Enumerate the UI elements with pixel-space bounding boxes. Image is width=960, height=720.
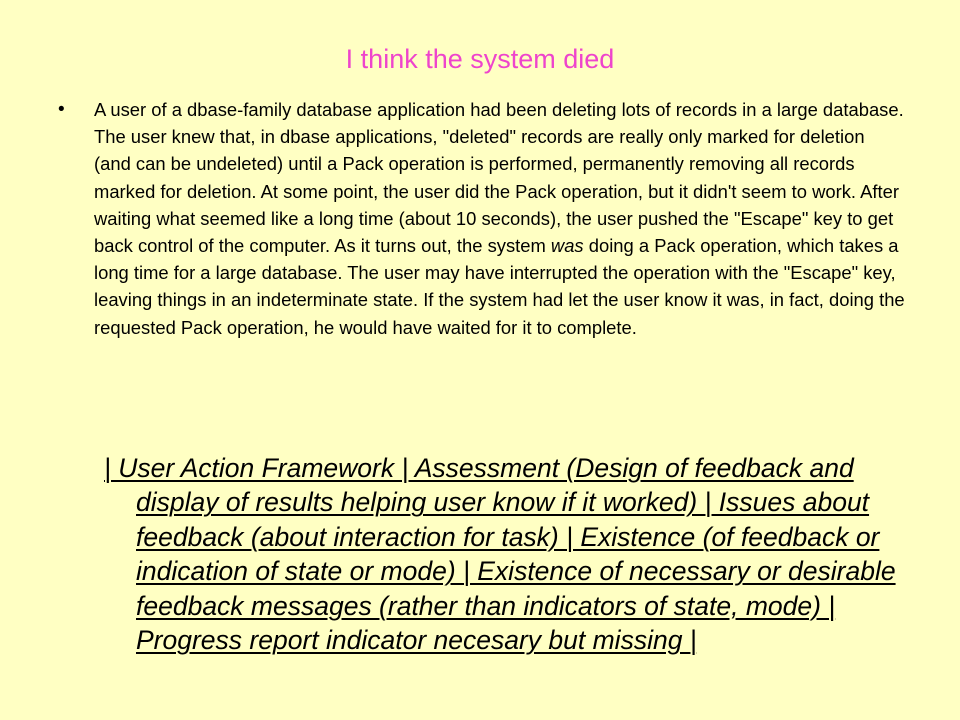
framework-link[interactable]: | User Action Framework | Assessment (Design of feedback and display of results helping user know if it worked) | Issues about feedback (about interaction for task) | Existence (of feedback or indication of state or mode) | Existence of necessary or desirable feedback messages (rather than indicators of state, mode) | Progress report indicator necesary but missing | xyxy=(104,453,896,656)
bullet-text xyxy=(94,96,906,341)
bullet-text-emphasis: was xyxy=(550,235,584,257)
bullet-text-part1: A user of a dbase-family database application had been deleting lots of records in a large database. The user knew that, in dbase applications, "deleted" records are really only marked for deletion (and can be undeleted) until a Pack operation is performed, permanently removing all records marked for deletion. At some point, the user did the Pack operation, but it didn't seem to work. After waiting what seemed like a long time (about 10 seconds), the user pushed the "Escape" key to get back control of the computer. As it turns out, the system xyxy=(94,99,904,257)
bullet-marker: • xyxy=(58,99,65,120)
slide-title: I think the system died xyxy=(345,44,615,74)
bullet-text-part2: doing a Pack operation, which takes a long time for a large database. The user may have interrupted the operation with the "Escape" key, leaving things in an indeterminate state. If the system had let the user know it was, in fact, doing the requested Pack operation, he would have waited for it to complete. xyxy=(94,235,905,338)
